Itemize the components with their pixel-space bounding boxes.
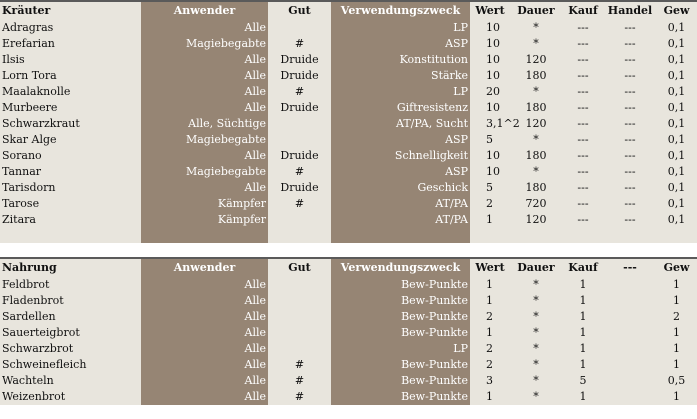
cell-name: Wachteln [2,374,54,387]
cell-anwender: Alle [141,180,268,196]
cell-gew: 0,1 [667,181,686,194]
cell-handel: --- [624,85,636,98]
cell-kauf: 1 [579,326,587,339]
cell-gew: 1 [673,294,680,307]
cell-anwender: Alle [141,325,268,341]
cell-gew: 0,1 [667,37,686,50]
header-wert: Wert [475,261,505,274]
cell-kauf: --- [577,85,589,98]
cell-name: Schweinefleich [2,358,87,371]
cell-dauer: * [533,358,539,371]
cell-kauf: --- [577,165,589,178]
cell-gut [268,116,331,132]
cell-kauf: --- [577,181,589,194]
cell-dauer: 120 [525,213,547,226]
nahrung-table [0,257,697,405]
cell-name: Lorn Tora [2,69,57,82]
cell-name: Murbeere [2,101,58,114]
kraeuter-header-row [0,1,697,20]
cell-dauer: 120 [525,117,547,130]
cell-kauf: 1 [579,390,587,403]
cell-empty [268,228,331,243]
cell-gut [268,309,331,325]
cell-empty [562,228,604,243]
cell-gut [268,212,331,228]
cell-anwender: Alle [141,341,268,357]
kraeuter-title: Kräuter [2,4,51,17]
cell-empty [141,228,268,243]
cell-kauf: --- [577,69,589,82]
cell-wert: 1 [486,213,493,226]
cell-gew: 1 [673,326,680,339]
cell-handel: --- [624,165,636,178]
cell-dauer: * [533,310,539,323]
cell-name: Schwarzkraut [2,117,80,130]
cell-gut [268,132,331,148]
cell-wert: 2 [486,197,493,210]
cell-gut: # [294,85,305,98]
cell-gut [268,20,331,36]
table-row [0,84,697,100]
cell-wert: 1 [486,294,493,307]
cell-kauf: 1 [579,342,587,355]
cell-gew: 0,1 [667,21,686,34]
cell-gut: # [294,37,305,50]
cell-verwendungszweck: Bew-Punkte [331,373,470,389]
cell-kauf: 1 [579,310,587,323]
table-row [0,148,697,164]
cell-name: Fladenbrot [2,294,64,307]
cell-gew: 1 [673,358,680,371]
cell-handel: --- [624,21,636,34]
cell-anwender: Alle [141,52,268,68]
cell-handel [604,309,656,325]
cell-gut: Druide [280,69,319,82]
cell-handel [604,341,656,357]
cell-anwender: Alle [141,293,268,309]
table-row [0,293,697,309]
cell-handel [604,293,656,309]
cell-anwender: Alle, Süchtige [141,116,268,132]
table-row [0,309,697,325]
cell-kauf: 5 [579,374,587,387]
cell-dauer: 180 [525,181,547,194]
cell-gut: Druide [280,181,319,194]
cell-wert: 10 [486,53,500,66]
header-anwender: Anwender [141,258,268,277]
cell-anwender: Alle [141,84,268,100]
cell-wert: 10 [486,37,500,50]
cell-dauer: 720 [525,197,547,210]
cell-wert: 10 [486,149,500,162]
cell-empty [510,228,562,243]
cell-wert: 5 [486,181,493,194]
cell-kauf: --- [577,53,589,66]
cell-empty [331,228,470,243]
cell-handel: --- [624,197,636,210]
cell-anwender: Magiebegabte [141,36,268,52]
cell-name: Feldbrot [2,278,50,291]
cell-dauer: * [533,37,539,50]
cell-name: Sardellen [2,310,56,323]
cell-kauf: --- [577,21,589,34]
cell-name: Weizenbrot [2,390,66,403]
cell-name: Maalaknolle [2,85,71,98]
table-row-empty [0,228,697,243]
cell-verwendungszweck: ASP [331,36,470,52]
cell-dauer: * [533,21,539,34]
nahrung-header-row [0,258,697,277]
cell-wert: 3,1^2 [486,117,520,130]
cell-anwender: Alle [141,100,268,116]
cell-kauf: 1 [579,358,587,371]
cell-gew: 0,1 [667,117,686,130]
cell-kauf: --- [577,117,589,130]
cell-gew: 0,1 [667,69,686,82]
cell-empty [656,228,697,243]
cell-anwender: Alle [141,373,268,389]
cell-handel: --- [624,69,636,82]
cell-gut: Druide [280,101,319,114]
cell-name: Sauerteigbrot [2,326,80,339]
header-handel: --- [623,261,637,274]
cell-verwendungszweck: Bew-Punkte [331,277,470,293]
cell-dauer: 180 [525,69,547,82]
cell-gew: 0,1 [667,165,686,178]
cell-verwendungszweck: AT/PA [331,196,470,212]
cell-wert: 20 [486,85,500,98]
cell-dauer: * [533,133,539,146]
header-gew: Gew [663,261,690,274]
cell-verwendungszweck: ASP [331,164,470,180]
cell-dauer: * [533,374,539,387]
cell-verwendungszweck: Bew-Punkte [331,357,470,373]
cell-anwender: Magiebegabte [141,164,268,180]
cell-handel [604,325,656,341]
table-row [0,116,697,132]
header-kauf: Kauf [568,4,598,17]
cell-dauer: * [533,278,539,291]
cell-kauf: --- [577,197,589,210]
cell-dauer: 180 [525,149,547,162]
cell-verwendungszweck: Bew-Punkte [331,293,470,309]
cell-gew: 1 [673,278,680,291]
cell-name: Erefarian [2,37,55,50]
cell-gut: # [294,390,305,403]
cell-verwendungszweck: Schnelligkeit [331,148,470,164]
cell-gut [268,325,331,341]
table-row [0,212,697,228]
cell-verwendungszweck: LP [331,84,470,100]
cell-dauer: * [533,342,539,355]
cell-handel: --- [624,101,636,114]
cell-anwender: Alle [141,357,268,373]
cell-name: Sorano [2,149,42,162]
header-kauf: Kauf [568,261,598,274]
cell-verwendungszweck: Konstitution [331,52,470,68]
header-anwender: Anwender [141,1,268,20]
cell-dauer: * [533,85,539,98]
cell-verwendungszweck: AT/PA [331,212,470,228]
cell-handel: --- [624,53,636,66]
header-wert: Wert [475,4,505,17]
cell-handel [604,357,656,373]
cell-kauf: --- [577,213,589,226]
cell-gew: 0,1 [667,149,686,162]
cell-handel: --- [624,133,636,146]
cell-anwender: Kämpfer [141,196,268,212]
cell-name: Tannar [2,165,42,178]
header-handel: Handel [607,4,653,17]
table-row [0,357,697,373]
header-verwendungszweck: Verwendungszweck [331,1,470,20]
cell-handel: --- [624,149,636,162]
cell-dauer: * [533,390,539,403]
cell-empty [604,228,656,243]
cell-gut: # [294,358,305,371]
cell-verwendungszweck: LP [331,341,470,357]
table-row [0,325,697,341]
cell-verwendungszweck: Bew-Punkte [331,309,470,325]
cell-gut: # [294,165,305,178]
cell-anwender: Alle [141,68,268,84]
cell-anwender: Alle [141,148,268,164]
cell-name: Adragras [2,21,54,34]
cell-kauf: 1 [579,278,587,291]
cell-anwender: Alle [141,389,268,405]
cell-gut [268,277,331,293]
cell-wert: 10 [486,101,500,114]
cell-verwendungszweck: Stärke [331,68,470,84]
header-verwendungszweck: Verwendungszweck [331,258,470,277]
kraeuter-body [0,20,697,243]
table-row [0,52,697,68]
table-row [0,68,697,84]
header-dauer: Dauer [517,4,555,17]
cell-gut: Druide [280,53,319,66]
cell-anwender: Alle [141,277,268,293]
cell-kauf: --- [577,101,589,114]
table-row [0,341,697,357]
cell-handel: --- [624,117,636,130]
cell-name: Ilsis [2,53,25,66]
cell-kauf: --- [577,37,589,50]
header-gew: Gew [663,4,690,17]
table-row [0,100,697,116]
cell-wert: 2 [486,358,493,371]
cell-gew: 0,1 [667,213,686,226]
cell-verwendungszweck: ASP [331,132,470,148]
cell-gut: # [294,197,305,210]
table-row [0,36,697,52]
cell-gew: 0,1 [667,85,686,98]
cell-wert: 3 [486,374,493,387]
cell-gut: Druide [280,149,319,162]
cell-handel: --- [624,181,636,194]
table-row [0,20,697,36]
cell-gew: 2 [673,310,680,323]
cell-dauer: * [533,294,539,307]
header-dauer: Dauer [517,261,555,274]
cell-anwender: Magiebegabte [141,132,268,148]
cell-gew: 0,5 [667,374,686,387]
cell-name: Zitara [2,213,36,226]
cell-dauer: 120 [525,53,547,66]
cell-gew: 0,1 [667,133,686,146]
cell-anwender: Alle [141,20,268,36]
header-gut: Gut [288,261,311,274]
cell-anwender: Kämpfer [141,212,268,228]
cell-wert: 10 [486,165,500,178]
cell-handel [604,389,656,405]
cell-dauer: * [533,326,539,339]
table-row [0,164,697,180]
nahrung-title: Nahrung [2,261,57,274]
cell-wert: 2 [486,342,493,355]
cell-wert: 10 [486,69,500,82]
table-row [0,389,697,405]
cell-verwendungszweck: Bew-Punkte [331,389,470,405]
table-row [0,132,697,148]
table-row [0,196,697,212]
cell-gew: 1 [673,342,680,355]
cell-verwendungszweck: Bew-Punkte [331,325,470,341]
cell-wert: 5 [486,133,493,146]
cell-gew: 1 [673,390,680,403]
cell-gut: # [294,374,305,387]
cell-dauer: * [533,165,539,178]
cell-handel [604,373,656,389]
cell-verwendungszweck: AT/PA, Sucht [331,116,470,132]
cell-wert: 2 [486,310,493,323]
header-gut: Gut [288,4,311,17]
cell-kauf: --- [577,133,589,146]
cell-wert: 1 [486,278,493,291]
cell-name: Schwarzbrot [2,342,74,355]
nahrung-body [0,277,697,405]
cell-wert: 1 [486,326,493,339]
cell-handel [604,277,656,293]
cell-wert: 1 [486,390,493,403]
cell-gew: 0,1 [667,101,686,114]
cell-kauf: --- [577,149,589,162]
cell-wert: 10 [486,21,500,34]
cell-gut [268,341,331,357]
cell-anwender: Alle [141,309,268,325]
cell-handel: --- [624,37,636,50]
cell-name: Skar Alge [2,133,57,146]
cell-gew: 0,1 [667,197,686,210]
cell-kauf: 1 [579,294,587,307]
cell-verwendungszweck: Giftresistenz [331,100,470,116]
cell-gew: 0,1 [667,53,686,66]
cell-gut [268,293,331,309]
table-row [0,277,697,293]
cell-empty [470,228,510,243]
table-row [0,373,697,389]
table-row [0,180,697,196]
cell-name: Tarose [2,197,40,210]
cell-verwendungszweck: LP [331,20,470,36]
cell-name: Tarisdorn [2,181,56,194]
cell-handel: --- [624,213,636,226]
cell-empty [0,228,141,243]
cell-dauer: 180 [525,101,547,114]
cell-verwendungszweck: Geschick [331,180,470,196]
